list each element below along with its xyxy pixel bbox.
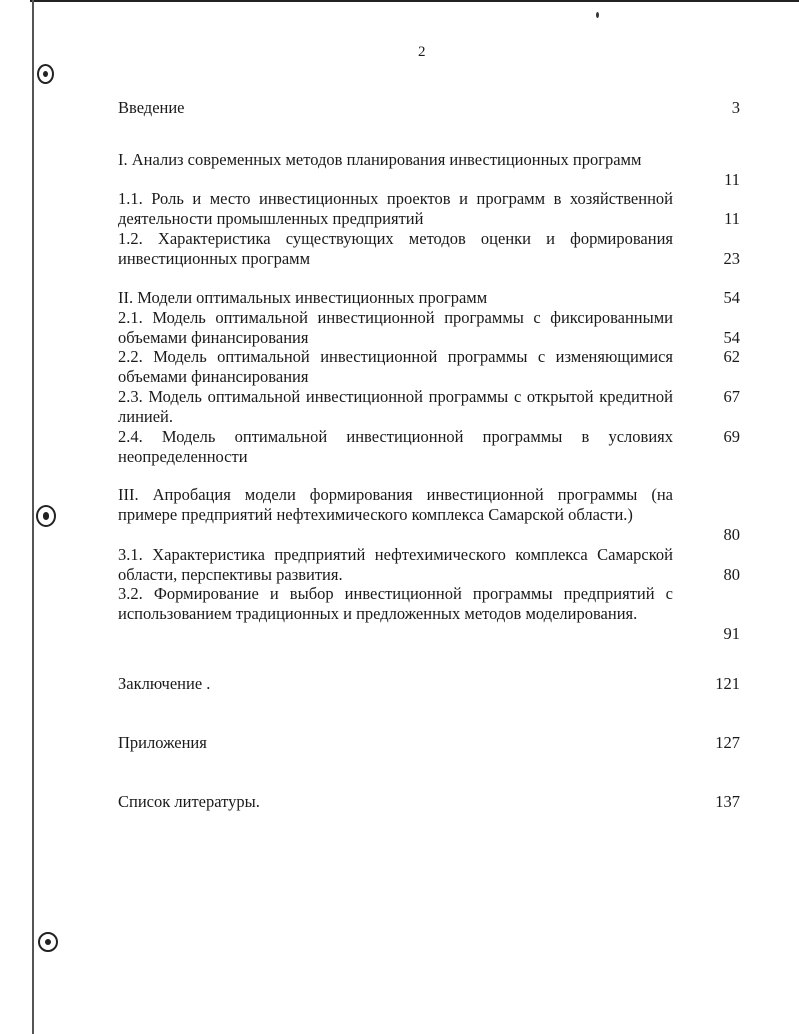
toc-entry-page: 137	[715, 792, 740, 811]
toc-entry-title: III. Апробация модели формирования инвестиционной программы (на примере предприятий нефтехимического комплекса Самарской области.)	[118, 485, 673, 524]
toc-entry-section-2-2	[118, 347, 740, 387]
toc-entry-section-2-4	[118, 427, 740, 467]
toc-entry-page: 62	[723, 347, 740, 366]
toc-entry-page: 67	[723, 387, 740, 406]
toc-entry-page: 91	[723, 624, 740, 643]
punch-hole-bottom	[38, 932, 58, 952]
toc-entry-page: 80	[723, 565, 740, 584]
scan-border-top	[30, 0, 799, 2]
toc-entry-section-2-1	[118, 308, 740, 348]
toc-entry-title: 2.4. Модель оптимальной инвестиционной программы в условиях неопределенности	[118, 427, 673, 466]
toc-entry-title: Приложения	[118, 733, 207, 752]
toc-entry-page: 127	[715, 733, 740, 752]
toc-entry-page: 80	[723, 525, 740, 544]
toc-entry-title: Заключение .	[118, 674, 211, 693]
toc-entry-page: 11	[724, 170, 740, 189]
toc-entry-title: I. Анализ современных методов планирования инвестиционных программ	[118, 150, 642, 169]
toc-entry-title: 2.3. Модель оптимальной инвестиционной программы с открытой кредитной линией.	[118, 387, 673, 426]
toc-entry-title: 2.1. Модель оптимальной инвестиционной программы с фиксированными объемами финансирования	[118, 308, 673, 347]
toc-entry-intro	[118, 98, 740, 118]
toc-entry-page: 54	[723, 328, 740, 347]
toc-entry-references	[118, 792, 740, 812]
toc-entry-section-3-2	[118, 584, 740, 643]
toc-entry-title: Введение	[118, 98, 185, 117]
toc-entry-title: 3.1. Характеристика предприятий нефтехимического комплекса Самарской области, перспективы развития.	[118, 545, 673, 584]
scan-border-left	[32, 0, 34, 1034]
toc-entry-appendix	[118, 733, 740, 753]
toc-entry-chapter-2	[118, 288, 740, 308]
toc-entry-page: 3	[731, 98, 740, 117]
toc-entry-chapter-1	[118, 150, 740, 189]
page-number: 2	[418, 44, 426, 60]
toc-entry-conclusion	[118, 674, 740, 694]
toc-entry-page: 121	[715, 674, 740, 693]
toc-entry-section-1-1	[118, 189, 740, 229]
toc-entry-page: 11	[724, 209, 740, 228]
punch-hole-top	[37, 64, 54, 84]
scan-speck	[596, 12, 599, 18]
toc-entry-chapter-3	[118, 485, 740, 544]
toc-entry-section-2-3	[118, 387, 740, 427]
toc-entry-section-1-2	[118, 229, 740, 269]
toc-entry-title: 2.2. Модель оптимальной инвестиционной программы с изменяющимися объемами финансирования	[118, 347, 673, 386]
toc-entry-section-3-1	[118, 545, 740, 585]
toc-entry-title: 1.1. Роль и место инвестиционных проектов и программ в хозяйственной деятельности промышленных предприятий	[118, 189, 673, 228]
toc-entry-page: 23	[723, 249, 740, 268]
toc-entry-title: II. Модели оптимальных инвестиционных программ	[118, 288, 488, 307]
toc-entry-page: 69	[723, 427, 740, 446]
punch-hole-middle	[36, 505, 56, 527]
toc-entry-title: 1.2. Характеристика существующих методов оценки и формирования инвестиционных программ	[118, 229, 673, 268]
toc-entry-page: 54	[723, 288, 740, 307]
toc-entry-title: Список литературы.	[118, 792, 260, 811]
toc-entry-title: 3.2. Формирование и выбор инвестиционной программы предприятий с использованием традиционных и предложенных методов моделирования.	[118, 584, 673, 623]
